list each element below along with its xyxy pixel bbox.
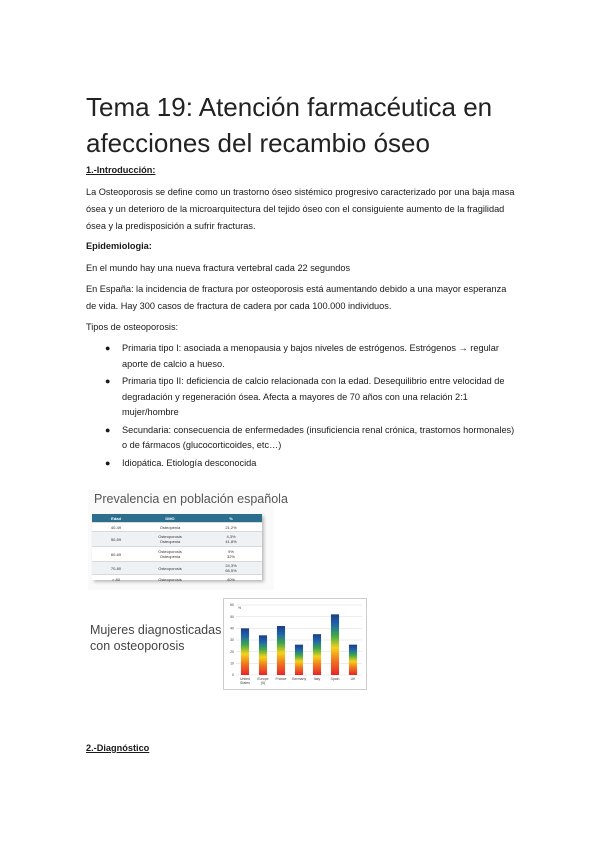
- y-tick-label: 50: [230, 614, 234, 619]
- epidemiology-paragraph-2: En España: la incidencia de fractura por osteoporosis está aumentando debido a una mayor esperanza de vida. Hay 300 casos de fractura de cadera por cada 100.000 individuos.: [86, 284, 507, 311]
- x-tick-label: Europe (5): [257, 677, 269, 685]
- bullet-icon: ●: [105, 457, 111, 468]
- epidemiology-paragraph-1: En el mundo hay una nueva fractura vertebral cada 22 segundos: [86, 263, 351, 273]
- bar: [313, 634, 321, 675]
- y-tick-label: 0: [232, 673, 234, 678]
- osteoporosis-types-list: [86, 341, 516, 473]
- prevalence-table: [92, 514, 262, 580]
- bullet-icon: ●: [105, 376, 111, 386]
- y-tick-label: 40: [230, 626, 234, 631]
- intro-heading: 1.-Introducción:: [86, 165, 156, 175]
- table-row: 50-59 Osteoporosis Osteopenia 4,3% 41,8%: [92, 531, 262, 546]
- y-axis-label: %: [238, 606, 242, 610]
- x-tick-label: Spain: [330, 677, 340, 681]
- y-tick-label: 60: [230, 603, 234, 608]
- list-item: ● Primaria tipo II: deficiencia de calcio relacionada con la edad. Desequilibrio entre velocidad de degradación y regeneración ósea. Afecta a mayores de 70 años con una relación 2:1 mujer/hombre: [105, 376, 505, 417]
- x-tick-label: United States: [239, 677, 251, 685]
- list-item: ● Secundaria: consecuencia de enfermedades (insuficiencia renal crónica, trastornos hormonales) o de fármacos (glucocorticoides, etc…): [105, 424, 515, 450]
- x-tick-label: UK: [350, 677, 356, 681]
- bullet-icon: ●: [105, 424, 111, 435]
- table-row: 70-80 Osteoporosis 24,3% 65,5%: [92, 561, 262, 574]
- chart-caption: Mujeres diagnosticadas con osteoporosis: [90, 623, 222, 653]
- types-heading: Tipos de osteoporosis:: [86, 322, 179, 332]
- bar: [259, 635, 267, 675]
- list-item: ● Idiopática. Etiología desconocida: [86, 456, 516, 472]
- table-row: 40-49 Osteopenia 21,2%: [92, 522, 262, 531]
- epidemiology-heading: Epidemiologia:: [86, 241, 152, 251]
- y-tick-label: 20: [230, 649, 234, 654]
- table-header: [92, 514, 262, 522]
- bar-chart-image: [223, 598, 367, 690]
- intro-paragraph: La Osteoporosis se define como un trastorno óseo sistémico progresivo caracterizado por una baja masa ósea y un deterioro de la microarquitectura del tejido óseo con el consiguiente aumento de la fragilidad ósea y la predisposición a sufrir fracturas.: [86, 187, 515, 231]
- y-tick-label: 30: [230, 638, 234, 643]
- x-tick-label: Italy: [313, 677, 321, 681]
- list-item: ● Primaria tipo I: asociada a menopausia y bajos niveles de estrógenos. Estrógenos → regular aporte de calcio a hueso.: [105, 343, 499, 369]
- diagnosis-heading: 2.-Diagnóstico: [86, 743, 150, 753]
- table-header-cell: DMO: [165, 515, 175, 521]
- prevalence-table-title: Prevalencia en población española: [94, 492, 288, 506]
- bullet-icon: ●: [105, 343, 111, 353]
- x-tick-label: France: [275, 677, 287, 681]
- table-header-cell: %: [229, 515, 233, 521]
- page-title: Tema 19: Atención farmacéutica en afecciones del recambio óseo: [86, 92, 493, 159]
- table-row: 60-69 Osteoporosis Osteopenia 9% 32%: [92, 546, 262, 561]
- bar: [295, 645, 303, 675]
- bar: [331, 614, 339, 675]
- bar: [349, 645, 357, 675]
- bar-chart: [224, 599, 366, 689]
- x-tick-label: Germany: [291, 677, 307, 681]
- prevalence-table-image: [88, 490, 288, 590]
- table-row: > 80 Osteoporosis 40%: [92, 574, 262, 583]
- y-tick-label: 10: [230, 661, 234, 666]
- bar: [241, 628, 249, 675]
- table-header-cell: Edad: [111, 515, 121, 521]
- bar: [277, 626, 285, 675]
